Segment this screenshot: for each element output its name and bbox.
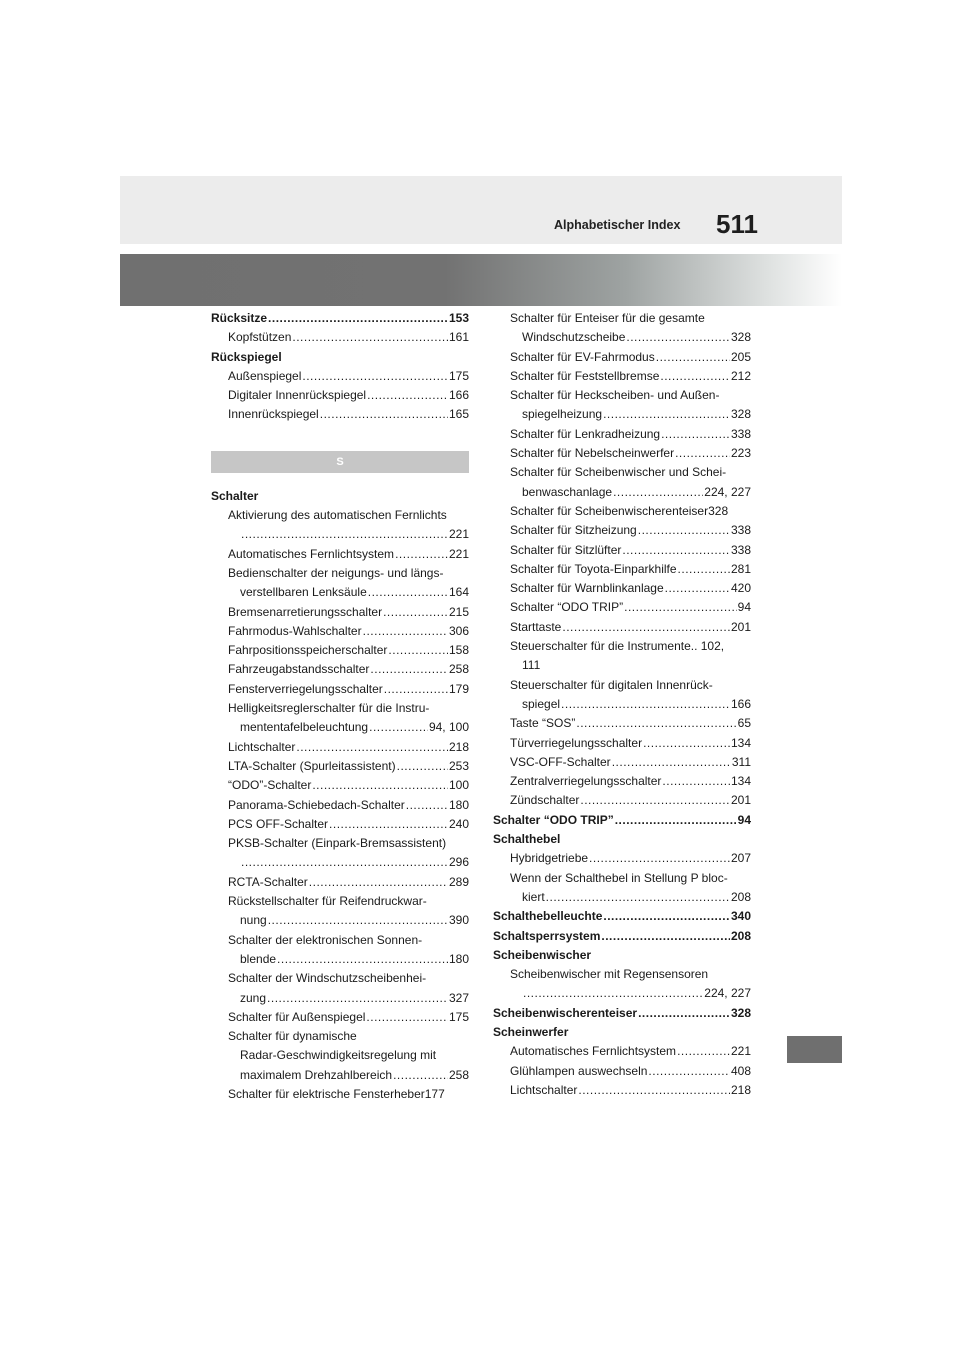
- index-entry-page: 328: [730, 330, 751, 345]
- index-entry-page: 161: [448, 330, 469, 345]
- index-entry-page: 215: [448, 604, 469, 619]
- index-letter-heading: S: [211, 451, 469, 473]
- dot-leader: [241, 525, 448, 544]
- index-entry-term: blende: [240, 951, 277, 966]
- index-entry-term: Schalter für Außenspiegel: [228, 1009, 366, 1024]
- index-entry-term: Schalter “ODO TRIP”: [493, 812, 614, 827]
- dot-leader: [638, 1004, 730, 1023]
- index-entry: [493, 772, 751, 791]
- index-entry-term: spiegelheizung: [522, 407, 603, 422]
- dot-leader: [370, 660, 448, 679]
- dot-leader: [369, 718, 428, 737]
- dot-leader: [603, 405, 730, 424]
- dot-leader: [660, 367, 730, 386]
- index-entry: [211, 641, 469, 660]
- index-entry: [211, 853, 469, 872]
- index-entry-page: 207: [730, 851, 751, 866]
- index-entry-page: 164: [448, 585, 469, 600]
- index-entry-line: Helligkeitsreglerschalter für die Instru-: [228, 701, 430, 716]
- index-entry-page: 94: [737, 812, 751, 827]
- dot-leader: [277, 950, 448, 969]
- index-heading: Rückspiegel: [211, 349, 282, 364]
- index-entry-term: Schalter für Warnblinkanlage: [510, 581, 664, 596]
- index-entry-term: zung: [240, 990, 267, 1005]
- dot-leader: [661, 425, 730, 444]
- index-entry-term: Fahrzeugabstandsschalter: [228, 662, 370, 677]
- index-entry-term: Digitaler Innenrückspiegel: [228, 388, 367, 403]
- dot-leader: [368, 583, 448, 602]
- index-entry: [493, 753, 751, 772]
- index-entry: [493, 984, 751, 1003]
- dot-leader: [561, 695, 730, 714]
- index-entry: [493, 1062, 751, 1081]
- index-entry-term: verstellbaren Lenksäule: [240, 585, 367, 600]
- index-entry-page: 289: [448, 874, 469, 889]
- index-entry-page: 306: [448, 623, 469, 638]
- index-entry-line: Bedienschalter der neigungs- und längs-: [228, 565, 444, 580]
- index-entry-term: Starttaste: [510, 619, 562, 634]
- decorative-gradient-band: [120, 254, 842, 306]
- index-entry-term: Fahrpositionsspeicherschalter: [228, 643, 388, 658]
- dot-leader: [576, 714, 736, 733]
- index-entry-term: Schalthebelleuchte: [493, 909, 603, 924]
- thumb-index-tab: [787, 1036, 842, 1063]
- index-entry: [493, 907, 751, 926]
- index-entry: [211, 525, 469, 544]
- dot-leader: [675, 444, 730, 463]
- index-entry-page: 338: [730, 426, 751, 441]
- index-entry-term: Außenspiegel: [228, 368, 302, 383]
- index-entry-page: 180: [448, 797, 469, 812]
- dot-leader: [603, 907, 730, 926]
- index-entry: [493, 695, 751, 714]
- dot-leader: [578, 1081, 730, 1100]
- index-entry-page: 328: [730, 1005, 751, 1020]
- dot-leader: [312, 776, 448, 795]
- index-entry-term: Fensterverriegelungsschalter: [228, 681, 383, 696]
- index-entry: [493, 328, 751, 347]
- index-entry: [211, 815, 469, 834]
- index-entry-page: 338: [730, 523, 751, 538]
- index-entry-line: Schalter für elektrische Fensterheber177: [228, 1086, 445, 1101]
- index-entry-page: 311: [731, 754, 751, 769]
- index-entry: [493, 714, 751, 733]
- index-entry-line: Wenn der Schalthebel in Stellung P bloc-: [510, 870, 728, 885]
- index-entry-page: 223: [730, 446, 751, 461]
- index-entry-page: 240: [448, 816, 469, 831]
- index-entry-term: Schalter für Feststellbremse: [510, 368, 660, 383]
- dot-leader: [363, 622, 448, 641]
- index-entry: [211, 386, 469, 405]
- dot-leader: [309, 873, 448, 892]
- index-entry-term: Schaltsperrsystem: [493, 928, 601, 943]
- index-entry-page: 180: [448, 951, 469, 966]
- index-entry-line: Schalter für Enteiser für die gesamte: [510, 311, 705, 325]
- index-entry-term: LTA-Schalter (Spurleitassistent): [228, 758, 396, 773]
- index-entry-term: PCS OFF-Schalter: [228, 816, 329, 831]
- dot-leader: [662, 772, 730, 791]
- index-entry-page: 208: [730, 928, 751, 943]
- index-entry: [211, 776, 469, 795]
- dot-leader: [367, 386, 448, 405]
- index-entry: [493, 1042, 751, 1061]
- index-entry: [211, 328, 469, 347]
- index-entry-term: Lichtschalter: [228, 739, 296, 754]
- index-entry-page: 212: [730, 368, 751, 383]
- dot-leader: [648, 1062, 730, 1081]
- dot-leader: [366, 1008, 448, 1027]
- index-entry-page: 153: [448, 311, 469, 325]
- index-entry: [211, 603, 469, 622]
- index-entry-term: VSC-OFF-Schalter: [510, 754, 611, 769]
- index-entry-term: Schalter für Toyota-Einparkhilfe: [510, 561, 677, 576]
- index-entry-term: Automatisches Fernlichtsystem: [228, 546, 395, 561]
- dot-leader: [677, 1042, 730, 1061]
- index-entry: [493, 1081, 751, 1100]
- dot-leader: [615, 811, 737, 830]
- index-entry-page: 258: [448, 1067, 469, 1082]
- index-entry-page: 134: [730, 774, 751, 789]
- index-entry-page: 224, 227: [704, 986, 751, 1001]
- index-entry-term: kiert: [522, 889, 545, 904]
- index-entry: [493, 1004, 751, 1023]
- index-entry: [493, 579, 751, 598]
- index-entry-term: Kopfstützen: [228, 330, 292, 345]
- index-entry-term: Schalter “ODO TRIP”: [510, 600, 624, 615]
- index-entry-page: 179: [448, 681, 469, 696]
- dot-leader: [624, 598, 737, 617]
- index-entry-line: Aktivierung des automatischen Fernlichts: [228, 508, 447, 523]
- index-entry: [493, 405, 751, 424]
- index-entry-page: 166: [448, 388, 469, 403]
- index-entry-page: 201: [730, 619, 751, 634]
- dot-leader: [622, 541, 730, 560]
- index-entry: [211, 950, 469, 969]
- index-entry-term: nung: [240, 913, 267, 928]
- dot-leader: [613, 483, 703, 502]
- index-entry: [493, 367, 751, 386]
- index-entry-page: 94, 100: [428, 720, 469, 735]
- index-entry: [211, 405, 469, 424]
- index-entry-term: Rücksitze: [211, 311, 268, 325]
- index-entry-line: 111: [522, 658, 541, 673]
- index-entry-line: Radar-Geschwindigkeitsregelung mit: [240, 1048, 437, 1063]
- index-entry: [211, 680, 469, 699]
- index-entry: [493, 541, 751, 560]
- index-entry-line: Rückstellschalter für Reifendruckwar-: [228, 894, 427, 909]
- index-entry-term: Türverriegelungsschalter: [510, 735, 643, 750]
- index-entry-term: Zentralverriegelungsschalter: [510, 774, 662, 789]
- index-entry-page: 253: [448, 758, 469, 773]
- index-column-left: [211, 309, 469, 1104]
- index-entry-term: benwaschanlage: [522, 484, 613, 499]
- index-entry-page: 338: [730, 542, 751, 557]
- index-entry-page: 340: [730, 909, 751, 924]
- index-entry: [493, 560, 751, 579]
- index-entry-line: Scheibenwischer mit Regensensoren: [510, 967, 709, 982]
- index-entry-page: 390: [448, 913, 469, 928]
- dot-leader: [665, 579, 730, 598]
- index-entry: [211, 1008, 469, 1027]
- dot-leader: [397, 757, 448, 776]
- index-entry-term: Schalter für Nebelscheinwerfer: [510, 446, 675, 461]
- index-entry: [211, 718, 469, 737]
- index-entry-term: Lichtschalter: [510, 1082, 578, 1097]
- index-entry-term: Automatisches Fernlichtsystem: [510, 1044, 677, 1059]
- dot-leader: [612, 753, 731, 772]
- index-entry-term: Innenrückspiegel: [228, 407, 319, 422]
- dot-leader: [320, 405, 448, 424]
- index-entry-line: Schalter der Windschutzscheibenhei-: [228, 971, 427, 986]
- dot-leader: [383, 603, 448, 622]
- index-entry-term: Scheibenwischerenteiser: [493, 1005, 638, 1020]
- index-entry: [211, 796, 469, 815]
- dot-leader: [395, 545, 448, 564]
- index-entry-page: 165: [448, 407, 469, 422]
- index-heading: Scheinwerfer: [493, 1024, 569, 1039]
- index-entry-line: Steuerschalter für die Instrumente.. 102,: [510, 639, 725, 654]
- index-entry: [211, 873, 469, 892]
- index-entry-page: 221: [448, 527, 469, 542]
- dot-leader: [580, 791, 730, 810]
- index-entry: [211, 1066, 469, 1085]
- dot-leader: [388, 641, 448, 660]
- index-entry-line: Schalter für Heckscheiben- und Außen-: [510, 388, 720, 403]
- page-number: 511: [716, 209, 758, 239]
- index-entry: [211, 660, 469, 679]
- index-entry: [211, 622, 469, 641]
- index-entry-page: 221: [448, 546, 469, 561]
- dot-leader: [601, 927, 730, 946]
- index-entry-page: 100: [448, 778, 469, 793]
- index-entry-page: 166: [730, 696, 751, 711]
- index-entry: [211, 367, 469, 386]
- index-entry-page: 94: [737, 600, 751, 615]
- dot-leader: [384, 680, 448, 699]
- index-heading: Schalter: [211, 488, 259, 503]
- dot-leader: [302, 367, 448, 386]
- index-entry-line: Schalter der elektronischen Sonnen-: [228, 932, 423, 947]
- index-entry: [493, 811, 751, 830]
- index-entry: [211, 738, 469, 757]
- index-entry-page: 420: [730, 581, 751, 596]
- index-entry-line: Steuerschalter für digitalen Innenrück-: [510, 677, 713, 692]
- dot-leader: [268, 309, 448, 328]
- index-entry-page: 327: [448, 990, 469, 1005]
- index-entry-page: 158: [448, 643, 469, 658]
- index-entry-term: Schalter für Lenkradheizung: [510, 426, 661, 441]
- index-entry-term: Windschutzscheibe: [522, 330, 626, 345]
- index-column-right: [493, 309, 751, 1100]
- index-entry-page: 205: [730, 349, 751, 364]
- index-entry-page: 218: [730, 1082, 751, 1097]
- index-entry-term: Schalter für Sitzlüfter: [510, 542, 622, 557]
- dot-leader: [678, 560, 730, 579]
- dot-leader: [562, 618, 730, 637]
- index-entry: [211, 757, 469, 776]
- dot-leader: [329, 815, 448, 834]
- index-entry: [493, 444, 751, 463]
- index-entry-term: Hybridgetriebe: [510, 851, 589, 866]
- dot-leader: [546, 888, 730, 907]
- index-entry-page: 258: [448, 662, 469, 677]
- dot-leader: [296, 738, 448, 757]
- dot-leader: [268, 911, 448, 930]
- index-entry: [493, 348, 751, 367]
- index-entry: [211, 583, 469, 602]
- index-entry-line: PKSB-Schalter (Einpark-Bremsassistent): [228, 836, 447, 851]
- index-heading: Schalthebel: [493, 832, 561, 847]
- index-entry-page: 175: [448, 368, 469, 383]
- index-entry-term: Glühlampen auswechseln: [510, 1063, 648, 1078]
- dot-leader: [589, 849, 730, 868]
- index-entry: [493, 483, 751, 502]
- index-entry-page: 281: [730, 561, 751, 576]
- index-entry-page: 218: [448, 739, 469, 754]
- index-entry-line: Schalter für Scheibenwischer und Schei-: [510, 465, 727, 480]
- index-entry-page: 201: [730, 793, 751, 808]
- index-entry: [211, 545, 469, 564]
- index-entry: [493, 618, 751, 637]
- index-entry: [493, 598, 751, 617]
- index-entry: [493, 425, 751, 444]
- index-entry-page: 175: [448, 1009, 469, 1024]
- index-entry-line: Schalter für dynamische: [228, 1029, 357, 1044]
- index-entry-page: 221: [730, 1044, 751, 1059]
- dot-leader: [638, 521, 730, 540]
- index-entry-term: Zündschalter: [510, 793, 580, 808]
- dot-leader: [406, 796, 448, 815]
- index-entry-term: Taste “SOS”: [510, 716, 576, 731]
- dot-leader: [241, 853, 448, 872]
- index-entry: [493, 849, 751, 868]
- index-entry-page: 408: [730, 1063, 751, 1078]
- index-entry-line: Schalter für Scheibenwischerenteiser328: [510, 503, 729, 518]
- index-entry-page: 65: [737, 716, 751, 731]
- dot-leader: [523, 984, 703, 1003]
- dot-leader: [626, 328, 730, 347]
- index-entry: [211, 309, 469, 328]
- index-entry-term: mententafelbeleuchtung: [240, 720, 369, 735]
- index-entry: [493, 888, 751, 907]
- index-entry-term: Panorama-Schiebedach-Schalter: [228, 797, 405, 812]
- dot-leader: [643, 734, 730, 753]
- dot-leader: [267, 989, 448, 1008]
- index-entry: [493, 521, 751, 540]
- index-entry-term: Schalter für Sitzheizung: [510, 523, 637, 538]
- index-entry: [211, 911, 469, 930]
- index-entry: [493, 734, 751, 753]
- index-entry-term: Fahrmodus-Wahlschalter: [228, 623, 362, 638]
- dot-leader: [393, 1066, 448, 1085]
- index-entry: [493, 791, 751, 810]
- index-entry-term: spiegel: [522, 696, 561, 711]
- index-entry-page: 328: [730, 407, 751, 422]
- index-entry-page: 134: [730, 735, 751, 750]
- index-entry-term: maximalem Drehzahlbereich: [240, 1067, 393, 1082]
- index-entry-page: 224, 227: [704, 484, 751, 499]
- index-heading: Scheibenwischer: [493, 947, 592, 962]
- dot-leader: [656, 348, 730, 367]
- index-entry-page: 208: [730, 889, 751, 904]
- index-entry-term: Schalter für EV-Fahrmodus: [510, 349, 655, 364]
- index-entry-term: “ODO”-Schalter: [228, 778, 312, 793]
- index-entry-term: Bremsenarretierungsschalter: [228, 604, 383, 619]
- section-title: Alphabetischer Index: [554, 218, 681, 232]
- index-entry-term: RCTA-Schalter: [228, 874, 308, 889]
- index-entry: [493, 927, 751, 946]
- dot-leader: [292, 328, 448, 347]
- index-entry: [211, 989, 469, 1008]
- index-entry-page: 296: [448, 855, 469, 870]
